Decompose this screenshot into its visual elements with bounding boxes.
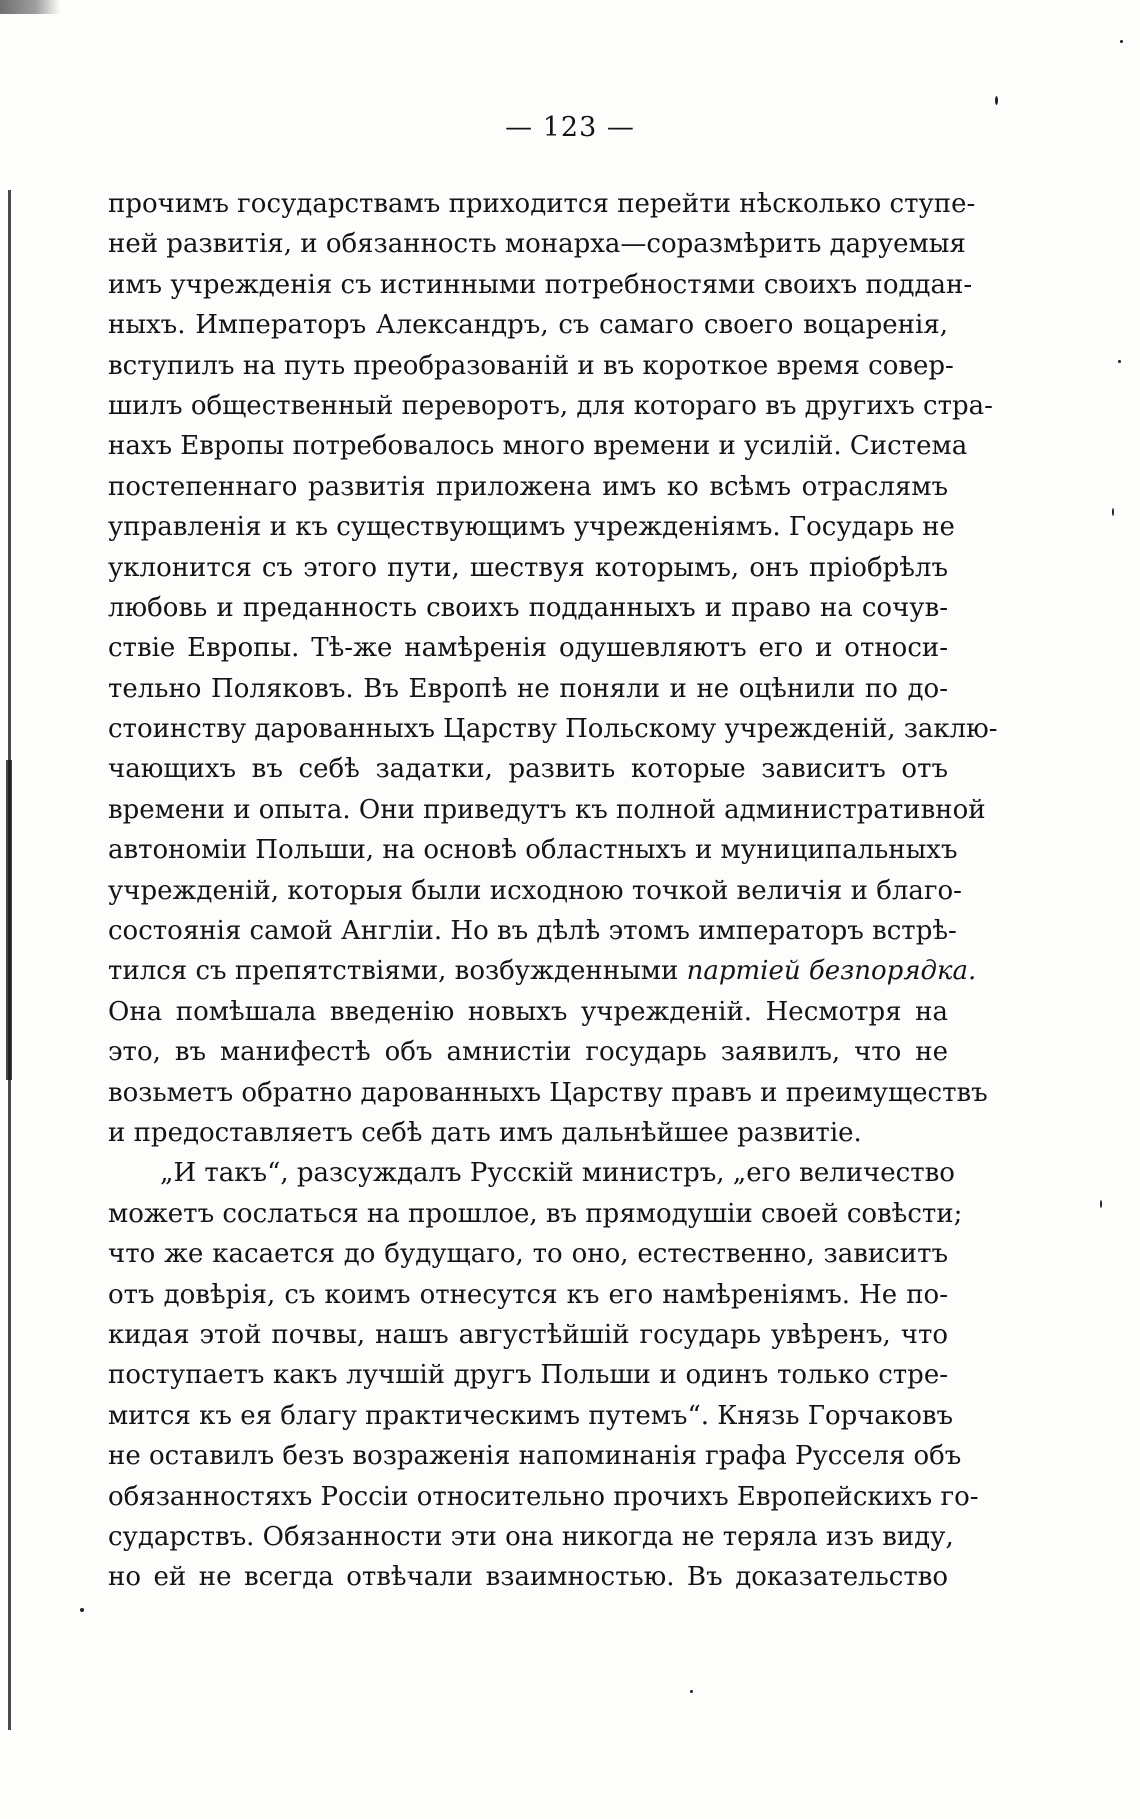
text-line-with-italic [108,951,977,991]
text-line: но ей не всегда отвѣчали взаимностью. Въ доказательство [108,1562,948,1593]
text-line: это, въ манифестѣ объ амнистіи государь заявилъ, что не [108,1037,948,1068]
text-line: прочимъ государствамъ приходится перейти нѣсколько ступе- [108,189,976,219]
page-number: — 123 — [505,112,635,143]
text-line: обязанностяхъ Россіи относительно прочихъ Европейскихъ го- [108,1481,979,1512]
text-line: вступилъ на путь преобразованій и въ короткое время совер- [108,350,954,381]
text-fragment: тился съ препятствіями, возбужденными [108,956,687,987]
text-line: чающихъ въ себѣ задатки, развить которые зависитъ отъ [108,754,948,785]
text-line: управленія и къ существующимъ учрежденіямъ. Государь не [108,512,955,543]
corner-smudge [0,0,60,14]
text-line: любовь и преданность своихъ подданныхъ и право на сочув- [108,592,948,623]
text-line: стоинству дарованныхъ Царству Польскому учрежденій, заклю- [108,714,998,745]
text-line: уклонится съ этого пути, шествуя которымъ, онъ пріобрѣлъ [108,552,948,583]
text-line: нахъ Европы потребовалось много времени и усилій. Система [108,431,968,462]
text-line: состоянія самой Англіи. Но въ дѣлѣ этомъ императоръ встрѣ- [108,916,957,947]
text-line: не оставилъ безъ возраженія напоминанія графа Русселя объ [108,1441,962,1472]
text-line: сударствъ. Обязанности эти она никогда не теряла изъ виду, [108,1521,954,1552]
text-line: кидая этой почвы, нашъ августѣйшій государь увѣренъ, что [108,1319,948,1350]
ink-speck [1112,508,1114,516]
text-line: ныхъ. Императоръ Александръ, съ самаго своего воцаренія, [108,310,948,341]
text-line: ствіе Европы. Тѣ-же намѣренія одушевляютъ его и относи- [108,633,948,664]
text-line: времени и опыта. Они приведутъ къ полной административной [108,794,986,825]
ink-speck [1120,40,1123,43]
text-line: возьметъ обратно дарованныхъ Царству правъ и преимуществъ [108,1077,988,1108]
text-line: мится къ ея благу практическимъ путемъ“. Князь Горчаковъ [108,1400,954,1431]
paragraph-first-line: „И такъ“, разсуждалъ Русскій министръ, „его величество [160,1158,955,1189]
ink-speck [1100,1200,1102,1208]
text-line: автономіи Польши, на основѣ областныхъ и муниципальныхъ [108,835,958,866]
text-line: ней развитія, и обязанность монарха—соразмѣрить даруемыя [108,229,966,260]
paragraph-end-line: и предоставляетъ себѣ дать имъ дальнѣйшее развитіе. [108,1117,862,1148]
binding-edge-dark [6,760,12,1080]
text-line: тельно Поляковъ. Въ Европѣ не поняли и не оцѣнили по до- [108,673,948,704]
italic-phrase: партіей безпорядка. [686,956,977,987]
text-line: отъ довѣрія, съ коимъ отнесутся къ его намѣреніямъ. Не по- [108,1279,948,1310]
text-line: постепеннаго развитія приложена имъ ко всѣмъ отраслямъ [108,471,948,502]
body-text [108,184,998,1598]
text-line: поступаетъ какъ лучшій другъ Польши и одинъ только стре- [108,1360,948,1391]
text-line: шилъ общественный переворотъ, для котораго въ другихъ стра- [108,390,993,421]
text-line: Она помѣшала введенію новыхъ учрежденій. Несмотря на [108,996,948,1027]
text-line: учрежденій, которыя были исходною точкой величія и благо- [108,875,962,906]
ink-speck [995,96,998,105]
ink-speck [1118,360,1121,363]
ink-speck [690,1690,693,1693]
ink-speck [80,1608,84,1612]
text-line: что же касается до будущаго, то оно, естественно, зависитъ [108,1239,948,1270]
text-line: можетъ сослаться на прошлое, въ прямодушіи своей совѣсти; [108,1198,963,1229]
text-line: имъ учрежденія съ истинными потребностями своихъ поддан- [108,269,973,300]
